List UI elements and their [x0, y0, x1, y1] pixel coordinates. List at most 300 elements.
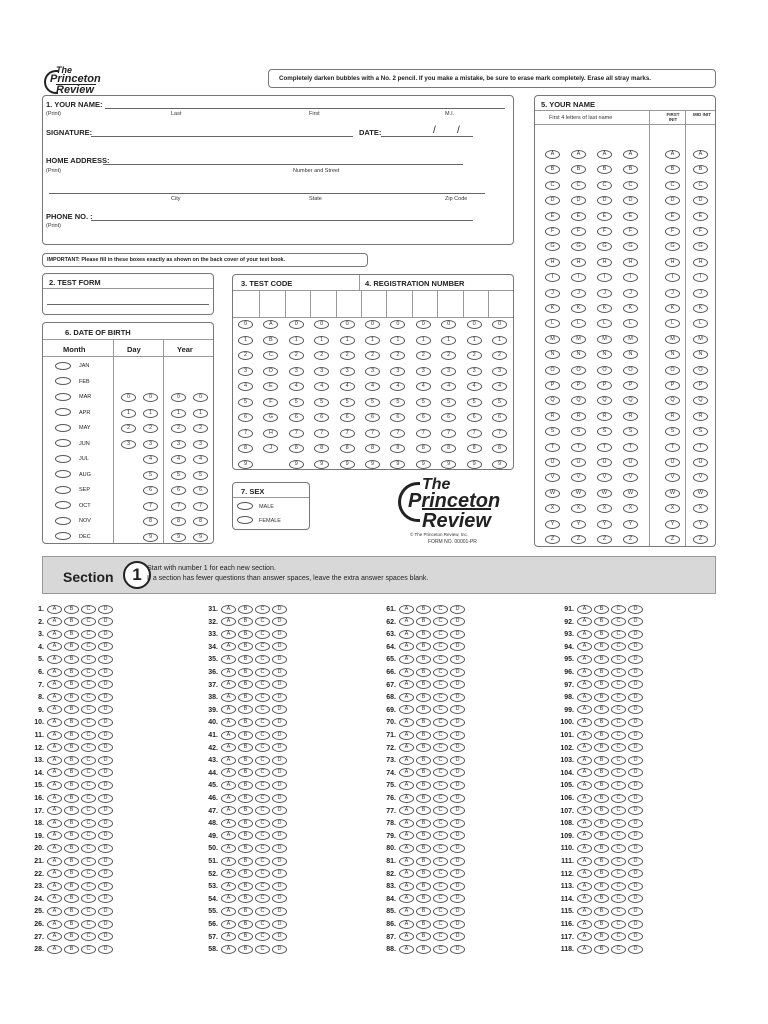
q20-choice-b[interactable]: B [64, 844, 79, 853]
q10-choice-c[interactable]: C [81, 718, 96, 727]
q107-choice-c[interactable]: C [611, 806, 626, 815]
name-col4-B[interactable]: B [623, 165, 638, 174]
month-option-may[interactable] [55, 421, 91, 436]
q49-choice-d[interactable]: D [272, 831, 287, 840]
q115-choice-d[interactable]: D [628, 907, 643, 916]
name-col1-F[interactable]: F [545, 227, 560, 236]
name-col6-J[interactable]: J [693, 289, 708, 298]
code-col4-9[interactable]: 9 [314, 460, 329, 469]
year-ones-digit-2[interactable]: 2 [193, 424, 208, 433]
q8-choice-c[interactable]: C [81, 693, 96, 702]
q84-choice-a[interactable]: A [399, 894, 414, 903]
q67-choice-d[interactable]: D [450, 680, 465, 689]
year-ones-digit-3[interactable]: 3 [193, 440, 208, 449]
code-col5-1[interactable]: 1 [340, 336, 355, 345]
q99-choice-b[interactable]: B [594, 705, 609, 714]
q51-choice-c[interactable]: C [255, 857, 270, 866]
name-col4-H[interactable]: H [623, 258, 638, 267]
name-col3-K[interactable]: K [597, 304, 612, 313]
q66-choice-d[interactable]: D [450, 668, 465, 677]
q61-choice-a[interactable]: A [399, 605, 414, 614]
name-col2-I[interactable]: I [571, 273, 586, 282]
name-col6-I[interactable]: I [693, 273, 708, 282]
code-col11-7[interactable]: 7 [492, 429, 507, 438]
code-entry-box[interactable] [463, 291, 488, 317]
q114-choice-b[interactable]: B [594, 894, 609, 903]
female-bubble[interactable] [237, 516, 253, 524]
q83-choice-a[interactable]: A [399, 882, 414, 891]
code-col5-2[interactable]: 2 [340, 351, 355, 360]
q57-choice-c[interactable]: C [255, 932, 270, 941]
q63-choice-c[interactable]: C [433, 630, 448, 639]
name-col1-G[interactable]: G [545, 242, 560, 251]
q54-choice-c[interactable]: C [255, 894, 270, 903]
q7-choice-a[interactable]: A [47, 680, 62, 689]
name-col2-J[interactable]: J [571, 289, 586, 298]
q48-choice-c[interactable]: C [255, 819, 270, 828]
q25-choice-d[interactable]: D [98, 907, 113, 916]
name-col3-G[interactable]: G [597, 242, 612, 251]
q113-choice-c[interactable]: C [611, 882, 626, 891]
name-col4-L[interactable]: L [623, 319, 638, 328]
q63-choice-d[interactable]: D [450, 630, 465, 639]
q97-choice-d[interactable]: D [628, 680, 643, 689]
name-col5-J[interactable]: J [665, 289, 680, 298]
q4-choice-d[interactable]: D [98, 642, 113, 651]
name-col3-R[interactable]: R [597, 412, 612, 421]
name-col3-H[interactable]: H [597, 258, 612, 267]
q70-choice-a[interactable]: A [399, 718, 414, 727]
q104-choice-a[interactable]: A [577, 768, 592, 777]
name-col1-T[interactable]: T [545, 443, 560, 452]
q22-choice-b[interactable]: B [64, 869, 79, 878]
month-option-mar[interactable] [55, 390, 91, 405]
code-col7-6[interactable]: 6 [390, 413, 405, 422]
name-col6-E[interactable]: E [693, 212, 708, 221]
name-col2-H[interactable]: H [571, 258, 586, 267]
day-ones-digit-9[interactable]: 9 [143, 533, 158, 542]
month-bubble[interactable] [55, 501, 71, 509]
q28-choice-d[interactable]: D [98, 945, 113, 954]
q12-choice-c[interactable]: C [81, 743, 96, 752]
code-col3-4[interactable]: 4 [289, 382, 304, 391]
date-field[interactable] [381, 136, 473, 137]
q39-choice-a[interactable]: A [221, 705, 236, 714]
q56-choice-a[interactable]: A [221, 920, 236, 929]
month-bubble[interactable] [55, 439, 71, 447]
code-col2-C[interactable]: C [263, 351, 278, 360]
q27-choice-d[interactable]: D [98, 932, 113, 941]
year-tens-digit-9[interactable]: 9 [171, 533, 186, 542]
q21-choice-b[interactable]: B [64, 857, 79, 866]
q65-choice-d[interactable]: D [450, 655, 465, 664]
q44-choice-b[interactable]: B [238, 768, 253, 777]
q91-choice-a[interactable]: A [577, 605, 592, 614]
day-ones-digit-4[interactable]: 4 [143, 455, 158, 464]
q58-choice-c[interactable]: C [255, 945, 270, 954]
q81-choice-b[interactable]: B [416, 857, 431, 866]
code-col3-5[interactable]: 5 [289, 398, 304, 407]
q35-choice-b[interactable]: B [238, 655, 253, 664]
q12-choice-a[interactable]: A [47, 743, 62, 752]
q93-choice-c[interactable]: C [611, 630, 626, 639]
name-col1-K[interactable]: K [545, 304, 560, 313]
q50-choice-c[interactable]: C [255, 844, 270, 853]
name-col4-Y[interactable]: Y [623, 520, 638, 529]
q112-choice-c[interactable]: C [611, 869, 626, 878]
q62-choice-c[interactable]: C [433, 617, 448, 626]
day-tens-digit-3[interactable]: 3 [121, 440, 136, 449]
q20-choice-c[interactable]: C [81, 844, 96, 853]
q96-choice-b[interactable]: B [594, 668, 609, 677]
code-col4-6[interactable]: 6 [314, 413, 329, 422]
q77-choice-d[interactable]: D [450, 806, 465, 815]
code-col9-4[interactable]: 4 [441, 382, 456, 391]
q46-choice-c[interactable]: C [255, 794, 270, 803]
q26-choice-c[interactable]: C [81, 920, 96, 929]
code-entry-box[interactable] [386, 291, 411, 317]
q65-choice-a[interactable]: A [399, 655, 414, 664]
q33-choice-b[interactable]: B [238, 630, 253, 639]
q11-choice-c[interactable]: C [81, 731, 96, 740]
name-col1-E[interactable]: E [545, 212, 560, 221]
q110-choice-a[interactable]: A [577, 844, 592, 853]
name-col1-R[interactable]: R [545, 412, 560, 421]
q32-choice-b[interactable]: B [238, 617, 253, 626]
q6-choice-a[interactable]: A [47, 668, 62, 677]
month-bubble[interactable] [55, 455, 71, 463]
name-col2-B[interactable]: B [571, 165, 586, 174]
year-tens-digit-7[interactable]: 7 [171, 502, 186, 511]
q78-choice-c[interactable]: C [433, 819, 448, 828]
name-col4-W[interactable]: W [623, 489, 638, 498]
q42-choice-b[interactable]: B [238, 743, 253, 752]
name-col3-U[interactable]: U [597, 458, 612, 467]
q101-choice-a[interactable]: A [577, 731, 592, 740]
code-col4-5[interactable]: 5 [314, 398, 329, 407]
code-col1-6[interactable]: 6 [238, 413, 253, 422]
q106-choice-a[interactable]: A [577, 794, 592, 803]
q18-choice-d[interactable]: D [98, 819, 113, 828]
q3-choice-a[interactable]: A [47, 630, 62, 639]
q70-choice-d[interactable]: D [450, 718, 465, 727]
q36-choice-c[interactable]: C [255, 668, 270, 677]
q21-choice-a[interactable]: A [47, 857, 62, 866]
q43-choice-a[interactable]: A [221, 756, 236, 765]
name-col1-M[interactable]: M [545, 335, 560, 344]
q15-choice-d[interactable]: D [98, 781, 113, 790]
q111-choice-a[interactable]: A [577, 857, 592, 866]
q7-choice-c[interactable]: C [81, 680, 96, 689]
name-col4-K[interactable]: K [623, 304, 638, 313]
day-tens-digit-1[interactable]: 1 [121, 409, 136, 418]
q19-choice-d[interactable]: D [98, 831, 113, 840]
code-col6-0[interactable]: 0 [365, 320, 380, 329]
q52-choice-c[interactable]: C [255, 869, 270, 878]
q7-choice-b[interactable]: B [64, 680, 79, 689]
q118-choice-a[interactable]: A [577, 945, 592, 954]
q92-choice-d[interactable]: D [628, 617, 643, 626]
q28-choice-c[interactable]: C [81, 945, 96, 954]
q111-choice-d[interactable]: D [628, 857, 643, 866]
q55-choice-b[interactable]: B [238, 907, 253, 916]
q113-choice-a[interactable]: A [577, 882, 592, 891]
q55-choice-c[interactable]: C [255, 907, 270, 916]
q116-choice-c[interactable]: C [611, 920, 626, 929]
q53-choice-a[interactable]: A [221, 882, 236, 891]
q77-choice-a[interactable]: A [399, 806, 414, 815]
code-col5-7[interactable]: 7 [340, 429, 355, 438]
q3-choice-c[interactable]: C [81, 630, 96, 639]
code-col1-9[interactable]: 9 [238, 460, 253, 469]
year-ones-digit-5[interactable]: 5 [193, 471, 208, 480]
q25-choice-c[interactable]: C [81, 907, 96, 916]
q28-choice-a[interactable]: A [47, 945, 62, 954]
q104-choice-c[interactable]: C [611, 768, 626, 777]
q100-choice-d[interactable]: D [628, 718, 643, 727]
name-col2-M[interactable]: M [571, 335, 586, 344]
code-col8-1[interactable]: 1 [416, 336, 431, 345]
q34-choice-b[interactable]: B [238, 642, 253, 651]
q4-choice-b[interactable]: B [64, 642, 79, 651]
q49-choice-b[interactable]: B [238, 831, 253, 840]
code-col10-3[interactable]: 3 [467, 367, 482, 376]
code-col4-1[interactable]: 1 [314, 336, 329, 345]
name-col4-N[interactable]: N [623, 350, 638, 359]
day-ones-digit-2[interactable]: 2 [143, 424, 158, 433]
name-col2-U[interactable]: U [571, 458, 586, 467]
code-col7-2[interactable]: 2 [390, 351, 405, 360]
name-col5-I[interactable]: I [665, 273, 680, 282]
q68-choice-c[interactable]: C [433, 693, 448, 702]
q44-choice-c[interactable]: C [255, 768, 270, 777]
code-col8-0[interactable]: 0 [416, 320, 431, 329]
code-col3-7[interactable]: 7 [289, 429, 304, 438]
name-col6-Q[interactable]: Q [693, 396, 708, 405]
code-col3-0[interactable]: 0 [289, 320, 304, 329]
q18-choice-b[interactable]: B [64, 819, 79, 828]
q71-choice-a[interactable]: A [399, 731, 414, 740]
q54-choice-a[interactable]: A [221, 894, 236, 903]
name-col5-R[interactable]: R [665, 412, 680, 421]
name-col6-G[interactable]: G [693, 242, 708, 251]
name-col5-W[interactable]: W [665, 489, 680, 498]
name-col2-O[interactable]: O [571, 366, 586, 375]
name-col5-A[interactable]: A [665, 150, 680, 159]
q88-choice-a[interactable]: A [399, 945, 414, 954]
name-col6-A[interactable]: A [693, 150, 708, 159]
name-col4-I[interactable]: I [623, 273, 638, 282]
q53-choice-b[interactable]: B [238, 882, 253, 891]
q75-choice-c[interactable]: C [433, 781, 448, 790]
q72-choice-a[interactable]: A [399, 743, 414, 752]
q61-choice-d[interactable]: D [450, 605, 465, 614]
q105-choice-a[interactable]: A [577, 781, 592, 790]
name-col4-U[interactable]: U [623, 458, 638, 467]
code-col11-0[interactable]: 0 [492, 320, 507, 329]
q47-choice-c[interactable]: C [255, 806, 270, 815]
q48-choice-a[interactable]: A [221, 819, 236, 828]
q108-choice-a[interactable]: A [577, 819, 592, 828]
q74-choice-d[interactable]: D [450, 768, 465, 777]
q44-choice-a[interactable]: A [221, 768, 236, 777]
name-col3-B[interactable]: B [597, 165, 612, 174]
q52-choice-a[interactable]: A [221, 869, 236, 878]
name-col4-T[interactable]: T [623, 443, 638, 452]
name-col6-O[interactable]: O [693, 366, 708, 375]
name-col3-W[interactable]: W [597, 489, 612, 498]
q33-choice-c[interactable]: C [255, 630, 270, 639]
name-col1-N[interactable]: N [545, 350, 560, 359]
q52-choice-b[interactable]: B [238, 869, 253, 878]
name-col4-P[interactable]: P [623, 381, 638, 390]
name-col3-V[interactable]: V [597, 473, 612, 482]
month-option-jul[interactable] [55, 452, 89, 467]
q36-choice-a[interactable]: A [221, 668, 236, 677]
code-col4-3[interactable]: 3 [314, 367, 329, 376]
q62-choice-a[interactable]: A [399, 617, 414, 626]
name-col1-V[interactable]: V [545, 473, 560, 482]
q109-choice-a[interactable]: A [577, 831, 592, 840]
q20-choice-a[interactable]: A [47, 844, 62, 853]
q103-choice-c[interactable]: C [611, 756, 626, 765]
q53-choice-c[interactable]: C [255, 882, 270, 891]
name-col1-A[interactable]: A [545, 150, 560, 159]
month-option-dec[interactable] [55, 530, 91, 545]
name-col3-Z[interactable]: Z [597, 535, 612, 544]
name-col4-O[interactable]: O [623, 366, 638, 375]
q1-choice-c[interactable]: C [81, 605, 96, 614]
signature-field[interactable] [91, 136, 353, 137]
q14-choice-d[interactable]: D [98, 768, 113, 777]
name-col4-F[interactable]: F [623, 227, 638, 236]
q24-choice-b[interactable]: B [64, 894, 79, 903]
name-col1-C[interactable]: C [545, 181, 560, 190]
q41-choice-d[interactable]: D [272, 731, 287, 740]
code-col9-0[interactable]: 0 [441, 320, 456, 329]
month-option-apr[interactable] [55, 406, 90, 421]
month-option-jan[interactable] [55, 359, 89, 374]
name-col5-S[interactable]: S [665, 427, 680, 436]
code-col7-4[interactable]: 4 [390, 382, 405, 391]
name-col4-S[interactable]: S [623, 427, 638, 436]
q33-choice-a[interactable]: A [221, 630, 236, 639]
name-col4-V[interactable]: V [623, 473, 638, 482]
q103-choice-a[interactable]: A [577, 756, 592, 765]
name-col1-W[interactable]: W [545, 489, 560, 498]
code-col2-F[interactable]: F [263, 398, 278, 407]
q104-choice-b[interactable]: B [594, 768, 609, 777]
q13-choice-d[interactable]: D [98, 756, 113, 765]
q24-choice-d[interactable]: D [98, 894, 113, 903]
q88-choice-c[interactable]: C [433, 945, 448, 954]
q58-choice-d[interactable]: D [272, 945, 287, 954]
code-col10-4[interactable]: 4 [467, 382, 482, 391]
q69-choice-b[interactable]: B [416, 705, 431, 714]
name-col2-F[interactable]: F [571, 227, 586, 236]
q46-choice-d[interactable]: D [272, 794, 287, 803]
name-col1-Z[interactable]: Z [545, 535, 560, 544]
name-col2-R[interactable]: R [571, 412, 586, 421]
q56-choice-c[interactable]: C [255, 920, 270, 929]
name-col5-D[interactable]: D [665, 196, 680, 205]
name-col3-O[interactable]: O [597, 366, 612, 375]
q116-choice-d[interactable]: D [628, 920, 643, 929]
q4-choice-c[interactable]: C [81, 642, 96, 651]
q97-choice-c[interactable]: C [611, 680, 626, 689]
q21-choice-d[interactable]: D [98, 857, 113, 866]
code-col10-5[interactable]: 5 [467, 398, 482, 407]
q116-choice-a[interactable]: A [577, 920, 592, 929]
q102-choice-a[interactable]: A [577, 743, 592, 752]
q87-choice-d[interactable]: D [450, 932, 465, 941]
q63-choice-b[interactable]: B [416, 630, 431, 639]
address-field[interactable] [103, 164, 463, 165]
q42-choice-c[interactable]: C [255, 743, 270, 752]
q5-choice-a[interactable]: A [47, 655, 62, 664]
q4-choice-a[interactable]: A [47, 642, 62, 651]
year-ones-digit-1[interactable]: 1 [193, 409, 208, 418]
q38-choice-b[interactable]: B [238, 693, 253, 702]
name-col6-P[interactable]: P [693, 381, 708, 390]
q48-choice-d[interactable]: D [272, 819, 287, 828]
q51-choice-a[interactable]: A [221, 857, 236, 866]
q93-choice-d[interactable]: D [628, 630, 643, 639]
code-col9-1[interactable]: 1 [441, 336, 456, 345]
q9-choice-b[interactable]: B [64, 705, 79, 714]
q58-choice-b[interactable]: B [238, 945, 253, 954]
q42-choice-d[interactable]: D [272, 743, 287, 752]
name-col5-X[interactable]: X [665, 504, 680, 513]
q36-choice-d[interactable]: D [272, 668, 287, 677]
q86-choice-b[interactable]: B [416, 920, 431, 929]
q8-choice-d[interactable]: D [98, 693, 113, 702]
q39-choice-c[interactable]: C [255, 705, 270, 714]
q96-choice-a[interactable]: A [577, 668, 592, 677]
q79-choice-b[interactable]: B [416, 831, 431, 840]
month-option-jun[interactable] [55, 437, 90, 452]
q106-choice-b[interactable]: B [594, 794, 609, 803]
name-col2-E[interactable]: E [571, 212, 586, 221]
q84-choice-d[interactable]: D [450, 894, 465, 903]
name-col6-H[interactable]: H [693, 258, 708, 267]
day-tens-digit-0[interactable]: 0 [121, 393, 136, 402]
q12-choice-d[interactable]: D [98, 743, 113, 752]
q117-choice-d[interactable]: D [628, 932, 643, 941]
q43-choice-b[interactable]: B [238, 756, 253, 765]
month-option-sep[interactable] [55, 483, 90, 498]
q107-choice-a[interactable]: A [577, 806, 592, 815]
q37-choice-c[interactable]: C [255, 680, 270, 689]
code-entry-box[interactable] [234, 291, 259, 317]
q81-choice-c[interactable]: C [433, 857, 448, 866]
q102-choice-d[interactable]: D [628, 743, 643, 752]
name-col3-M[interactable]: M [597, 335, 612, 344]
q102-choice-c[interactable]: C [611, 743, 626, 752]
q101-choice-c[interactable]: C [611, 731, 626, 740]
q57-choice-a[interactable]: A [221, 932, 236, 941]
q114-choice-a[interactable]: A [577, 894, 592, 903]
code-col4-8[interactable]: 8 [314, 444, 329, 453]
code-col7-3[interactable]: 3 [390, 367, 405, 376]
day-ones-digit-1[interactable]: 1 [143, 409, 158, 418]
name-col6-R[interactable]: R [693, 412, 708, 421]
q27-choice-a[interactable]: A [47, 932, 62, 941]
q17-choice-b[interactable]: B [64, 806, 79, 815]
q37-choice-b[interactable]: B [238, 680, 253, 689]
q47-choice-a[interactable]: A [221, 806, 236, 815]
q11-choice-b[interactable]: B [64, 731, 79, 740]
